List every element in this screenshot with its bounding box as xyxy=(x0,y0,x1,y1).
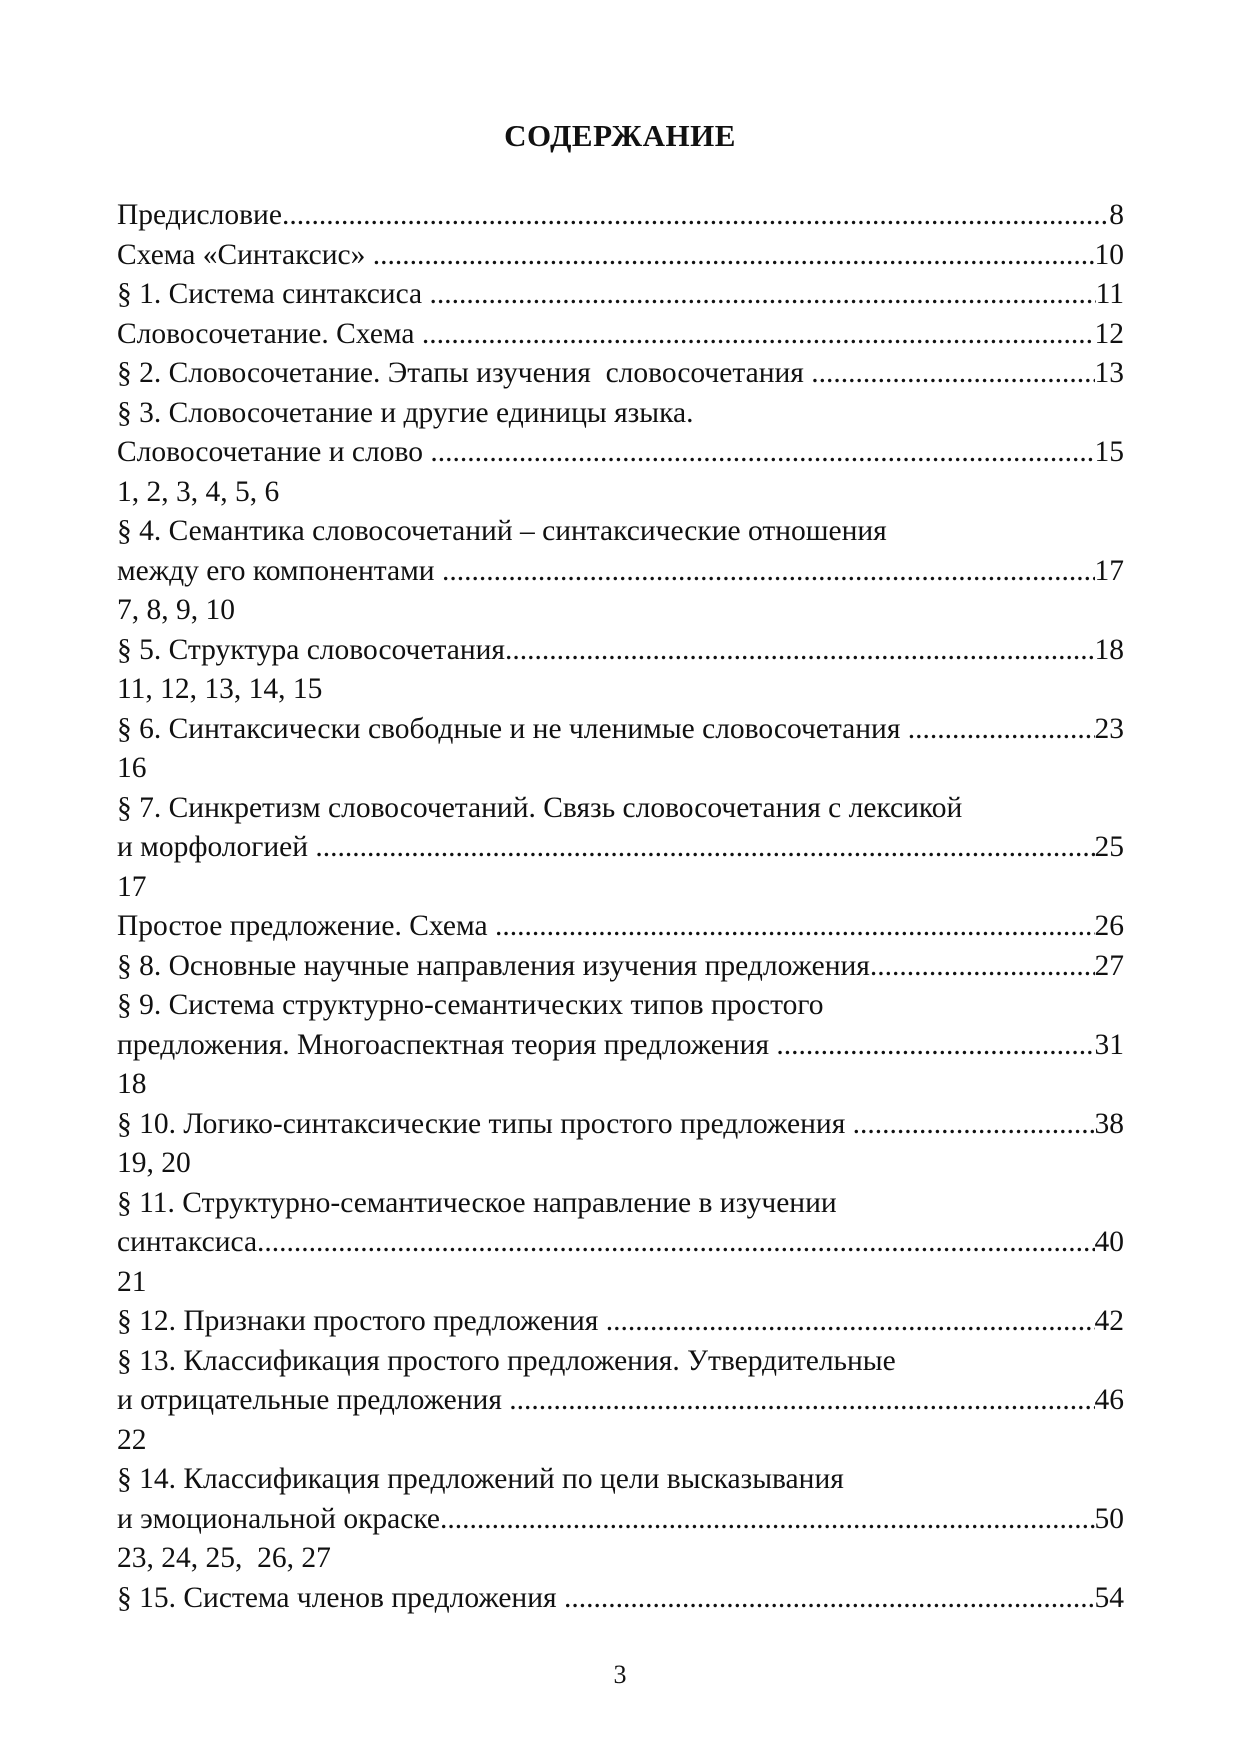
toc-line xyxy=(117,1302,1124,1342)
toc-entry-text: Простое предложение. Схема xyxy=(117,910,495,942)
toc-line xyxy=(117,1263,1124,1303)
toc-entry-text: 7, 8, 9, 10 xyxy=(117,594,235,626)
toc-line xyxy=(117,591,1124,631)
toc-line xyxy=(117,552,1124,592)
toc-page-number: 23 xyxy=(1094,712,1124,745)
toc-entry-text: 18 xyxy=(117,1068,147,1100)
dot-leader xyxy=(440,1500,1094,1540)
dot-leader xyxy=(776,1026,1094,1066)
toc-page-number: 13 xyxy=(1094,357,1124,389)
toc-line xyxy=(117,196,1124,236)
toc-entry-text: Словосочетание и слово xyxy=(117,436,431,468)
page-number: 3 xyxy=(613,1660,627,1689)
toc-line xyxy=(117,1065,1124,1105)
toc-page-number: 25 xyxy=(1094,831,1124,863)
toc-line xyxy=(117,433,1124,473)
toc-entry-text: § 4. Семантика словосочетаний – синтаксические отношения xyxy=(117,515,887,547)
toc-entry-text: § 10. Логико-синтаксические типы простого предложения xyxy=(117,1107,853,1140)
dot-leader xyxy=(509,1381,1094,1421)
toc-entry-text: 23, 24, 25, 26, 27 xyxy=(117,1542,331,1574)
dot-leader xyxy=(870,947,1095,987)
toc-page-number: 38 xyxy=(1094,1107,1124,1140)
toc-line xyxy=(117,789,1124,829)
toc-line xyxy=(117,749,1124,789)
toc-entry-text: 19, 20 xyxy=(117,1147,191,1179)
dot-leader xyxy=(422,315,1095,355)
toc-line xyxy=(117,1579,1124,1619)
toc-page-number: 40 xyxy=(1094,1226,1124,1258)
toc-page-number: 10 xyxy=(1094,238,1124,271)
dot-leader xyxy=(908,710,1095,750)
dot-leader xyxy=(811,354,1094,394)
toc-page-number: 18 xyxy=(1094,633,1124,666)
toc-entry-text: предложения. Многоаспектная теория предложения xyxy=(117,1028,777,1061)
toc-line xyxy=(117,354,1124,394)
toc-entry-text: § 11. Структурно-семантическое направление в изучении xyxy=(117,1186,837,1219)
dot-leader xyxy=(495,907,1095,947)
dot-leader xyxy=(853,1105,1095,1145)
toc-page-number: 54 xyxy=(1094,1581,1124,1614)
toc-entry-text: § 3. Словосочетание и другие единицы языка. xyxy=(117,396,694,429)
toc-entry-text: 1, 2, 3, 4, 5, 6 xyxy=(117,475,280,508)
toc-line xyxy=(117,710,1124,750)
toc-line xyxy=(117,275,1124,315)
toc-entry-text: Словосочетание. Схема xyxy=(117,317,422,350)
dot-leader xyxy=(505,631,1095,671)
toc-line xyxy=(117,947,1124,987)
toc-line xyxy=(117,1460,1124,1500)
toc-entry-text: и отрицательные предложения xyxy=(117,1384,510,1416)
toc-line xyxy=(117,1105,1124,1145)
toc-entry-text: Предисловие xyxy=(117,199,282,231)
dot-leader xyxy=(564,1579,1095,1619)
toc-page-number: 27 xyxy=(1094,949,1124,982)
toc-line xyxy=(117,868,1124,908)
toc-page-number: 42 xyxy=(1094,1305,1124,1337)
toc-line xyxy=(117,473,1124,513)
toc-page-number: 17 xyxy=(1094,554,1124,587)
toc-line xyxy=(117,1539,1124,1579)
toc-entry-text: § 15. Система членов предложения xyxy=(117,1581,564,1614)
toc-page-number: 12 xyxy=(1094,317,1124,350)
toc-line xyxy=(117,907,1124,947)
toc-entry-text: 17 xyxy=(117,870,147,903)
dot-leader xyxy=(282,196,1109,236)
toc-entry-text: между его компонентами xyxy=(117,554,442,587)
toc-line xyxy=(117,315,1124,355)
toc-line xyxy=(117,1184,1124,1224)
toc-entry-text: синтаксиса xyxy=(117,1226,258,1258)
toc-entry-text: и морфологией xyxy=(117,831,316,863)
toc-entry-text: 21 xyxy=(117,1265,147,1298)
toc-line xyxy=(117,986,1124,1026)
toc-line xyxy=(117,828,1124,868)
toc-line xyxy=(117,1026,1124,1066)
toc-entry-text: 11, 12, 13, 14, 15 xyxy=(117,673,323,705)
dot-leader xyxy=(430,433,1094,473)
toc-line xyxy=(117,1144,1124,1184)
toc-line xyxy=(117,394,1124,434)
toc-line xyxy=(117,1500,1124,1540)
dot-leader xyxy=(606,1302,1095,1342)
toc-page-number: 31 xyxy=(1094,1028,1124,1061)
toc-page-number: 50 xyxy=(1094,1502,1124,1535)
toc-page-number: 11 xyxy=(1095,278,1124,310)
table-of-contents xyxy=(117,196,1124,1618)
toc-entry-text: § 14. Классификация предложений по цели высказывания xyxy=(117,1463,844,1495)
toc-line xyxy=(117,512,1124,552)
dot-leader xyxy=(315,828,1094,868)
toc-entry-text: 16 xyxy=(117,752,147,784)
toc-line xyxy=(117,631,1124,671)
toc-entry-text: § 7. Синкретизм словосочетаний. Связь словосочетания с лексикой xyxy=(117,791,963,824)
toc-entry-text: Схема «Синтаксис» xyxy=(117,238,373,271)
dot-leader xyxy=(430,275,1096,315)
toc-page-number: 26 xyxy=(1094,910,1124,942)
toc-line xyxy=(117,1381,1124,1421)
toc-line xyxy=(117,236,1124,276)
toc-entry-text: и эмоциональной окраске xyxy=(117,1502,441,1535)
toc-line xyxy=(117,1421,1124,1461)
toc-entry-text: § 13. Классификация простого предложения. Утвердительные xyxy=(117,1344,896,1377)
toc-entry-text: § 9. Система структурно-семантических типов простого xyxy=(117,989,824,1021)
toc-entry-text: § 6. Синтаксически свободные и не членимые словосочетания xyxy=(117,712,908,745)
dot-leader xyxy=(442,552,1095,592)
page-title: СОДЕРЖАНИЕ xyxy=(504,118,736,153)
toc-line xyxy=(117,1342,1124,1382)
toc-line xyxy=(117,1223,1124,1263)
toc-entry-text: 22 xyxy=(117,1423,147,1456)
toc-entry-text: § 1. Система синтаксиса xyxy=(117,278,430,310)
toc-page-number: 15 xyxy=(1094,436,1124,468)
dot-leader xyxy=(373,236,1095,276)
toc-page-number: 46 xyxy=(1094,1384,1124,1416)
toc-entry-text: § 12. Признаки простого предложения xyxy=(117,1305,606,1337)
toc-entry-text: § 2. Словосочетание. Этапы изучения словосочетания xyxy=(117,357,812,389)
toc-entry-text: § 8. Основные научные направления изучения предложения xyxy=(117,949,870,982)
toc-line xyxy=(117,670,1124,710)
toc-page-number: 8 xyxy=(1109,199,1124,231)
dot-leader xyxy=(257,1223,1094,1263)
toc-entry-text: § 5. Структура словосочетания xyxy=(117,633,505,666)
